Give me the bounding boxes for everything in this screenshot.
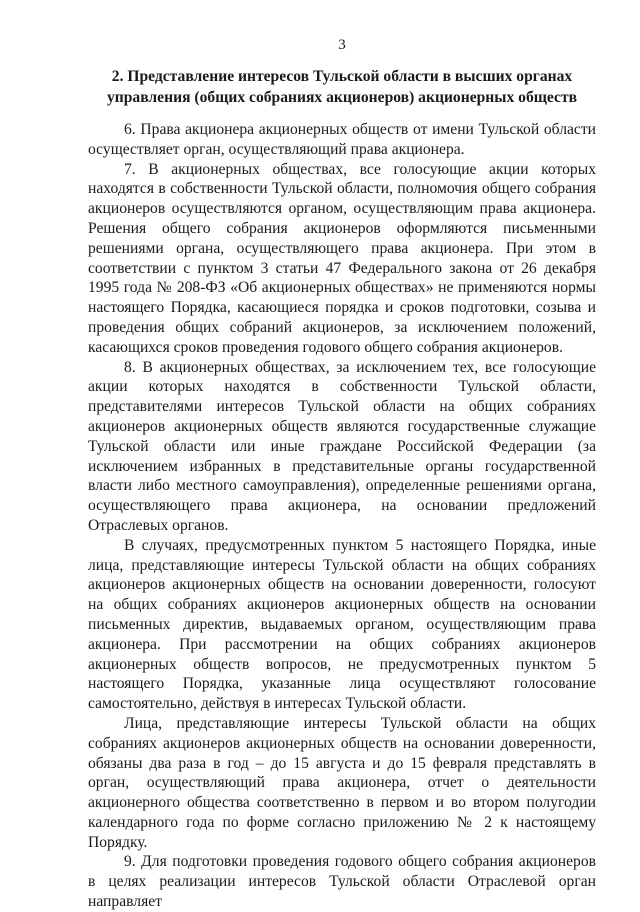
paragraph-9: 9. Для подготовки проведения годового общего собрания акционеров в целях реализации интересов Тульской области Отраслевой орган направляет bbox=[88, 853, 596, 911]
document-body bbox=[88, 120, 596, 912]
section-heading bbox=[88, 66, 596, 108]
section-heading-line-1: 2. Представление интересов Тульской области в высших органах bbox=[111, 68, 573, 85]
paragraph-8: 8. В акционерных обществах, за исключением тех, все голосующие акции которых находятся в собственности Тульской области, представителями интересов Тульской области на общих собраниях акционеров акционерных обществ являются государственные служащие Тульской области или иные граждане Российской Федерации (за исключением избранных в представительные органы государственной власти либо местного самоуправления), определенные решениями органа, осуществляющего права акционера, на основании предложений Отраслевых органов. bbox=[88, 358, 596, 534]
paragraph-6: 6. Права акционера акционерных обществ от имени Тульской области осуществляет орган, осуществляющий права акционера. bbox=[88, 121, 596, 158]
paragraph-8-cases: В случаях, предусмотренных пунктом 5 настоящего Порядка, иные лица, представляющие интересы Тульской области на общих собраниях акционеров акционерных обществ на основании доверенности, голосуют на общих собраниях акционеров акционерных обществ на основании письменных директив, выдаваемых органом, осуществляющим права акционера. При рассмотрении на общих собраниях акционеров акционерных обществ вопросов, не предусмотренных пунктом 5 настоящего Порядка, указанные лица осуществляют голосование самостоятельно, действуя в интересах Тульской области. bbox=[88, 536, 596, 713]
page-number: 3 bbox=[338, 37, 346, 53]
paragraph-7: 7. В акционерных обществах, все голосующие акции которых находятся в собственности Тульской области, полномочия общего собрания акционеров осуществляются органом, осуществляющим права акционера. Решения общего собрания акционеров оформляются письменными решениями органа, осуществляющего права акционера. При этом в соответствии с пунктом 3 статьи 47 Федерального закона от 26 декабря 1995 года № 208-ФЗ «Об акционерных обществах» не применяются нормы настоящего Порядка, касающиеся порядка и сроков подготовки, созыва и проведения общих собраний акционеров, за исключением положений, касающихся сроков проведения годового общего собрания акционеров. bbox=[88, 160, 596, 356]
paragraph-8-persons: Лица, представляющие интересы Тульской области на общих собраниях акционеров акционерных обществ на основании доверенности, обязаны два раза в год – до 15 августа и до 15 февраля представлять в орган, осуществляющий права акционера, отчет о деятельности акционерного общества соответственно в первом и во втором полугодии календарного года по форме согласно приложению № 2 к настоящему Порядку. bbox=[88, 714, 596, 851]
section-heading-line-2: управления (общих собраниях акционеров) акционерных обществ bbox=[106, 89, 578, 106]
